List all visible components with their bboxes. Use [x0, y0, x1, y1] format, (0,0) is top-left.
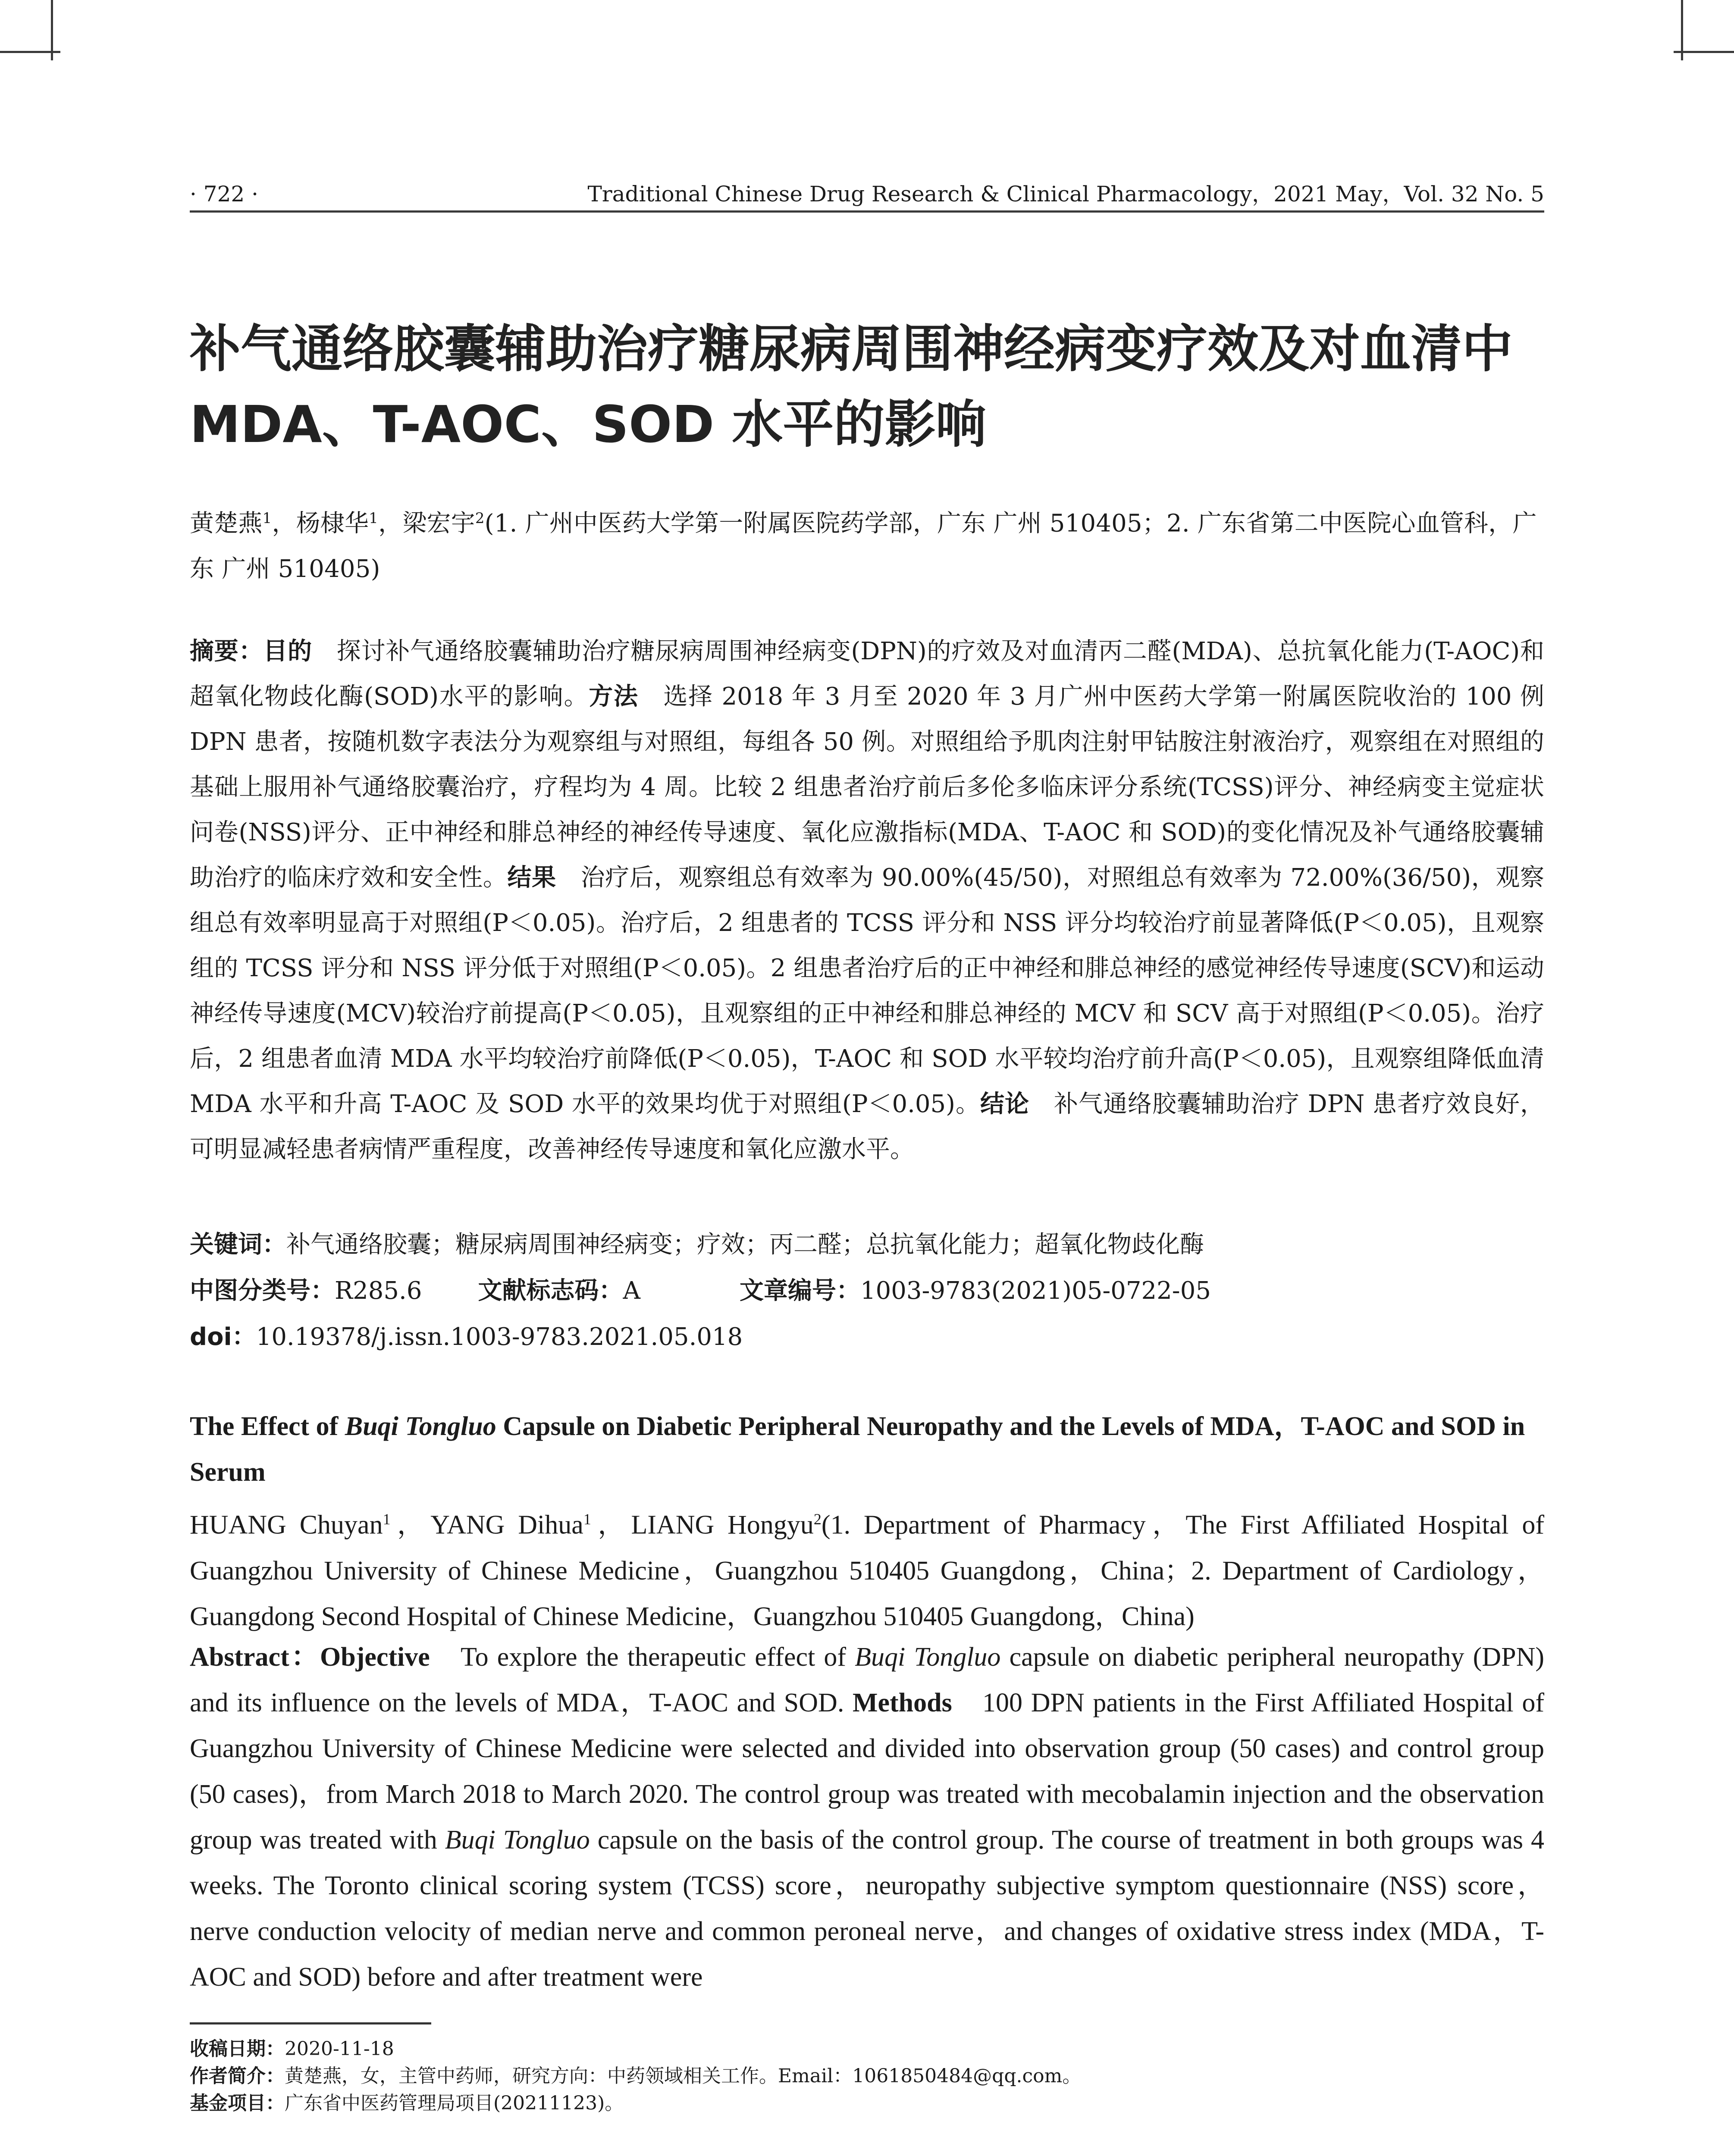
objective-label: 目的 [263, 637, 312, 665]
article-title-en [190, 1404, 1544, 1495]
article-title [190, 311, 1544, 462]
methods-label: 方法 [589, 683, 639, 711]
abstract-label: 摘要： [190, 637, 263, 665]
separator: ， [591, 1510, 631, 1540]
page-number: · 722 · [190, 182, 259, 207]
footnote-received [190, 2036, 1544, 2062]
received-value: 2020-11-18 [285, 2038, 394, 2060]
objective-text: To explore the therapeutic effect of [430, 1642, 855, 1672]
separator: ， [272, 509, 296, 538]
doi-label: doi： [190, 1323, 256, 1351]
running-header [190, 176, 1544, 212]
title-en-text: The Effect of [190, 1412, 345, 1441]
author-affiliation: (1. Department of Pharmacy，The First Affiliated Hospital of Guangzhou University of Chinese Medicine，Guangzhou 510405 Guangdong，China；2. Department of Cardiology，Guangdong Second Hospital of Chinese Medicine，Guangzhou 510405 Guangdong，China) [190, 1510, 1544, 1631]
methods-text: 100 DPN patients in the First Affiliated Hospital of Guangzhou University of Chinese Medicine were selected and divided into observation group (50 cases) and control group (50 cases)，from March 2018 to March 2020. The control group was treated with mecobalamin injection and the observation group was treated with [190, 1688, 1544, 1855]
author-affiliation-mark: 1 [383, 1510, 391, 1528]
received-label: 收稿日期： [190, 2038, 285, 2060]
conclusion-text: 补气通络胶囊辅助治疗 DPN 患者疗效良好，可明显减轻患者病情严重程度，改善神经传导速度和氧化应激水平。 [190, 1090, 1544, 1163]
title-en-text: Capsule on Diabetic Peripheral Neuropathy and the Levels of MDA，T-AOC and SOD in Serum [190, 1412, 1525, 1487]
keywords-line [190, 1222, 1544, 1267]
crop-mark [0, 51, 60, 53]
objective-label: Objective [320, 1642, 430, 1672]
classification-line [190, 1268, 1544, 1313]
article-id-value: 1003-9783(2021)05-0722-05 [860, 1277, 1211, 1305]
keywords-value: 补气通络胶囊；糖尿病周围神经病变；疗效；丙二醛；总抗氧化能力；超氧化物歧化酶 [286, 1231, 1204, 1259]
clc-label: 中图分类号： [190, 1277, 335, 1305]
doi-value: 10.19378/j.issn.1003-9783.2021.05.018 [256, 1323, 743, 1351]
methods-label: Methods [852, 1688, 952, 1717]
objective-italic: Buqi Tongluo [855, 1642, 1001, 1672]
title-line-1: 补气通络胶囊辅助治疗糖尿病周围神经病变疗效及对血清中 [190, 319, 1513, 379]
separator: ， [378, 509, 403, 538]
author-name: HUANG Chuyan [190, 1510, 383, 1540]
objective-text: capsule on diabetic peripheral neuropathy (DPN) and its influence on the levels of MDA，T-AOC and SOD. [190, 1642, 1544, 1717]
title-line-2: MDA、T-AOC、SOD 水平的影响 [190, 395, 987, 454]
author-affiliation-mark: 1 [262, 510, 272, 527]
article-id-label: 文章编号： [739, 1277, 860, 1305]
author-name: 梁宏宇 [402, 509, 475, 538]
journal-info: Traditional Chinese Drug Research & Clinical Pharmacology，2021 May，Vol. 32 No. 5 [587, 182, 1544, 207]
author-name: 杨棣华 [296, 509, 369, 538]
footnote-rule [190, 2022, 431, 2024]
results-label: 结果 [507, 864, 556, 892]
authors-cn [190, 496, 1544, 592]
keywords-label: 关键词： [190, 1231, 286, 1259]
author-affiliation-mark: 2 [813, 1510, 822, 1528]
abstract-en [190, 1634, 1544, 2000]
author-affiliation: (1. 广州中医药大学第一附属医院药学部，广东 广州 510405；2. 广东省第二中医院心血管科，广东 广州 510405) [190, 509, 1537, 583]
separator: ， [390, 1510, 431, 1540]
doi-line [190, 1314, 1544, 1360]
abstract-cn [190, 629, 1544, 1172]
objective-text: 探讨补气通络胶囊辅助治疗糖尿病周围神经病变(DPN)的疗效及对血清丙二醛(MDA)、总抗氧化能力(T-AOC)和超氧化物歧化酶(SOD)水平的影响。 [190, 637, 1544, 711]
author-affiliation-mark: 1 [583, 1510, 591, 1528]
abstract-label: Abstract： [190, 1642, 320, 1672]
doc-code-value: A [623, 1277, 640, 1305]
conclusion-label: 结论 [980, 1090, 1029, 1118]
authors-en [190, 1496, 1544, 1639]
author-bio-value: 黄楚燕，女，主管中药师，研究方向：中药领域相关工作。Email：1061850484@qq.com。 [285, 2065, 1082, 2087]
results-text: 治疗后，观察组总有效率为 90.00%(45/50)，对照组总有效率为 72.00%(36/50)，观察组总有效率明显高于对照组(P＜0.05)。治疗后，2 组患者的 TCSS 评分和 NSS 评分均较治疗前显著降低(P＜0.05)，且观察组的 TCSS 评分和 NSS 评分低于对照组(P＜0.05)。2 组患者治疗后的正中神经和腓总神经的感觉神经传导速度(SCV)和运动神经传导速度(MCV)较治疗前提高(P＜0.05)，且观察组的正中神经和腓总神经的 MCV 和 SCV 高于对照组(P＜0.05)。治疗后，2 组患者血清 MDA 水平均较治疗前降低(P＜0.05)，T-AOC 和 SOD 水平较均治疗前升高(P＜0.05)，且观察组降低血清 MDA 水平和升高 T-AOC 及 SOD 水平的效果均优于对照组(P＜0.05)。 [190, 864, 1545, 1118]
methods-italic: Buqi Tongluo [445, 1825, 590, 1855]
author-affiliation-mark: 2 [475, 510, 485, 527]
author-name: YANG Dihua [430, 1510, 583, 1540]
footnote-author [190, 2063, 1544, 2089]
fund-label: 基金项目： [190, 2092, 285, 2114]
author-name: 黄楚燕 [190, 509, 263, 538]
author-affiliation-mark: 1 [369, 510, 379, 527]
author-bio-label: 作者简介： [190, 2065, 285, 2087]
doc-code-label: 文献标志码： [478, 1277, 623, 1305]
clc-value: R285.6 [335, 1277, 422, 1305]
title-en-italic: Buqi Tongluo [345, 1412, 496, 1441]
methods-text: 选择 2018 年 3 月至 2020 年 3 月广州中医药大学第一附属医院收治的 100 例 DPN 患者，按随机数字表法分为观察组与对照组，每组各 50 例。对照组给予肌肉注射甲钴胺注射液治疗，观察组在对照组的基础上服用补气通络胶囊治疗，疗程均为 4 周。比较 2 组患者治疗前后多伦多临床评分系统(TCSS)评分、神经病变主觉症状问卷(NSS)评分、正中神经和腓总神经的神经传导速度、氧化应激指标(MDA、T-AOC 和 SOD)的变化情况及补气通络胶囊辅助治疗的临床疗效和安全性。 [190, 683, 1545, 892]
author-name: LIANG Hongyu [631, 1510, 814, 1540]
footnote-fund [190, 2090, 1544, 2116]
crop-mark [1674, 51, 1734, 53]
header-rule [190, 210, 1544, 213]
fund-value: 广东省中医药管理局项目(20211123)。 [285, 2092, 624, 2114]
methods-text: capsule on the basis of the control group. The course of treatment in both groups was 4 weeks. The Toronto clinical scoring system (TCSS) score，neuropathy subjective symptom questionnaire (NSS) score，nerve conduction velocity of median nerve and common peroneal nerve，and changes of oxidative stress index (MDA，T-AOC and SOD) before and after treatment were [190, 1825, 1544, 1992]
